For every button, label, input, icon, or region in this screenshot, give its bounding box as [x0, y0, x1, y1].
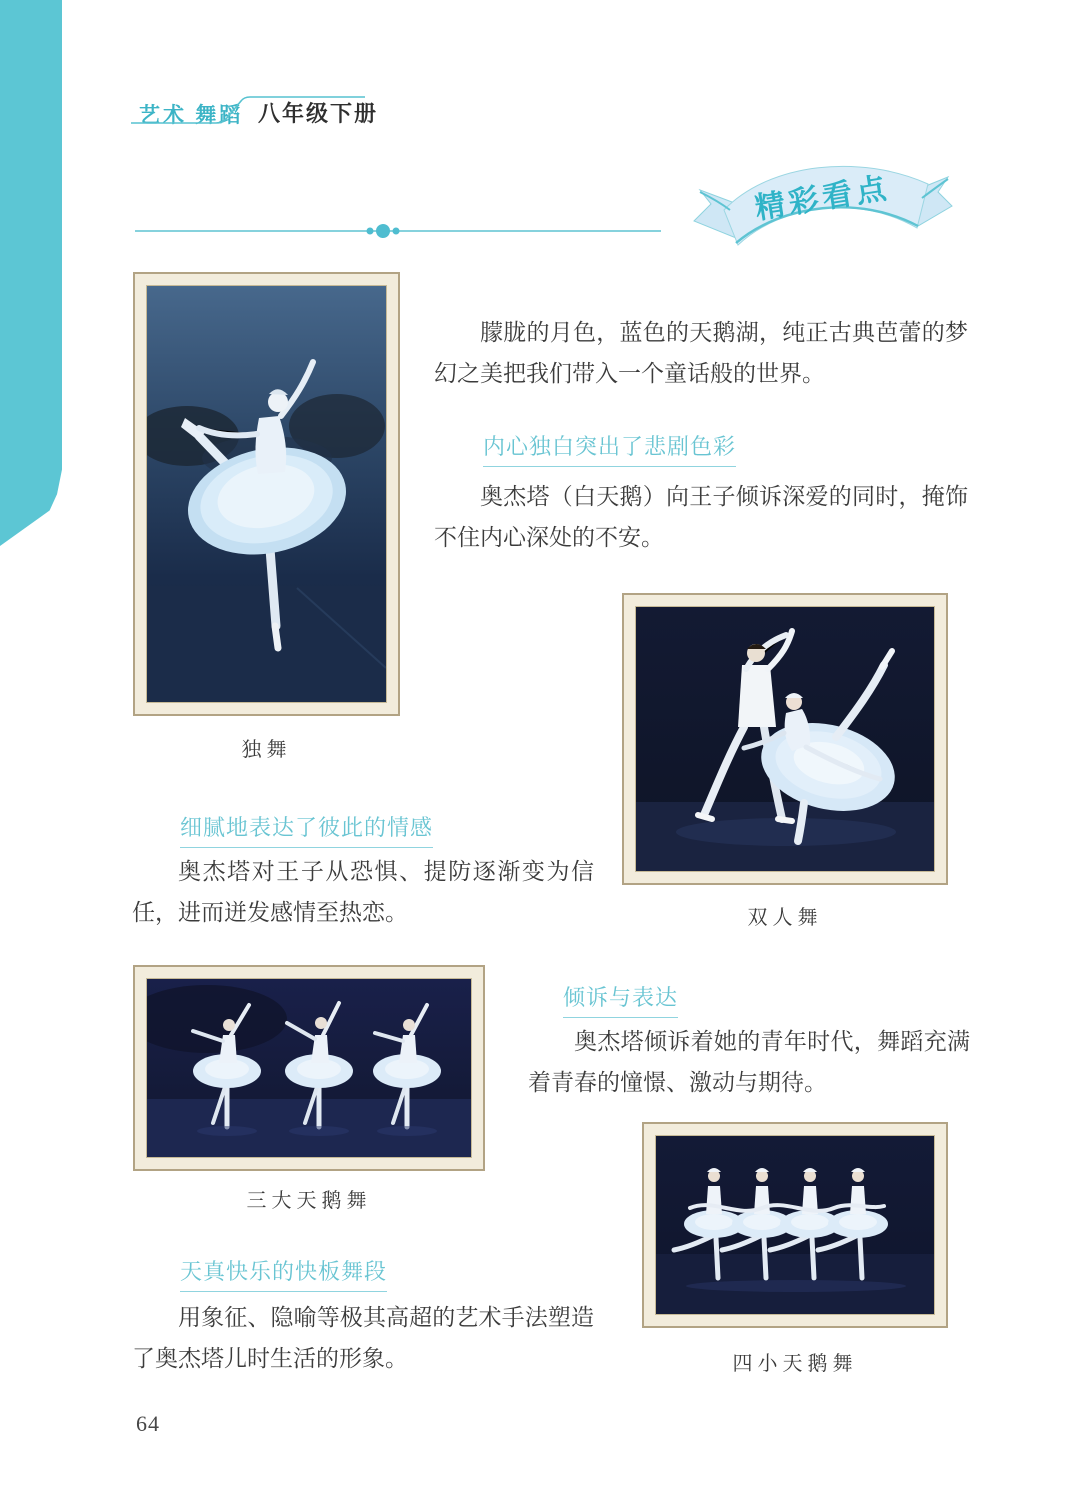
- page-number: 64: [136, 1411, 160, 1436]
- photo-frame-four-swans: [642, 1122, 948, 1328]
- highlights-ribbon: [690, 146, 958, 250]
- section-paragraph-3: 奥杰塔倾诉着她的青年时代，舞蹈充满着青春的憧憬、激动与期待。: [528, 1029, 970, 1095]
- ribbon-label: 精彩看点: [752, 171, 893, 226]
- masthead-divider-line: [131, 92, 371, 132]
- photo-pas-de-deux: [635, 606, 935, 872]
- section-heading-2: 细腻地表达了彼此的情感: [180, 811, 433, 848]
- section-divider: [133, 220, 663, 242]
- photo-caption-duo: 双人舞: [747, 907, 823, 929]
- left-accent-bar: [0, 0, 62, 546]
- section-heading-1: 内心独白突出了悲剧色彩: [483, 430, 736, 467]
- section-paragraph-2: 奥杰塔对王子从恐惧、提防逐渐变为信任，进而迸发感情至热恋。: [132, 859, 594, 925]
- divider-dot-small-right: [393, 228, 400, 235]
- section-heading-4: 天真快乐的快板舞段: [180, 1255, 387, 1292]
- photo-caption-three-swans: 三大天鹅舞: [246, 1190, 372, 1212]
- photo-caption-four-swans: 四小天鹅舞: [732, 1353, 858, 1375]
- photo-four-swans: [655, 1135, 935, 1315]
- masthead-subject: 艺术 舞蹈: [139, 103, 244, 127]
- photo-solo-dance: [146, 285, 387, 703]
- masthead-volume: 八年级下册: [258, 101, 379, 126]
- photo-frame-solo: [133, 272, 400, 716]
- photo-three-swans: [146, 978, 472, 1158]
- section-paragraph-1: 奥杰塔（白天鹅）向王子倾诉深爱的同时，掩饰不住内心深处的不安。: [434, 484, 968, 550]
- section-heading-3: 倾诉与表达: [563, 981, 678, 1018]
- photo-frame-three-swans: [133, 965, 485, 1171]
- divider-dot-small-left: [367, 228, 374, 235]
- divider-dot-large: [376, 224, 390, 238]
- section-paragraph-4: 用象征、隐喻等极其高超的艺术手法塑造了奥杰塔儿时生活的形象。: [132, 1305, 594, 1371]
- intro-paragraph: 朦胧的月色，蓝色的天鹅湖，纯正古典芭蕾的梦幻之美把我们带入一个童话般的世界。: [434, 320, 968, 386]
- photo-frame-duo: [622, 593, 948, 885]
- photo-caption-solo: 独舞: [241, 739, 292, 761]
